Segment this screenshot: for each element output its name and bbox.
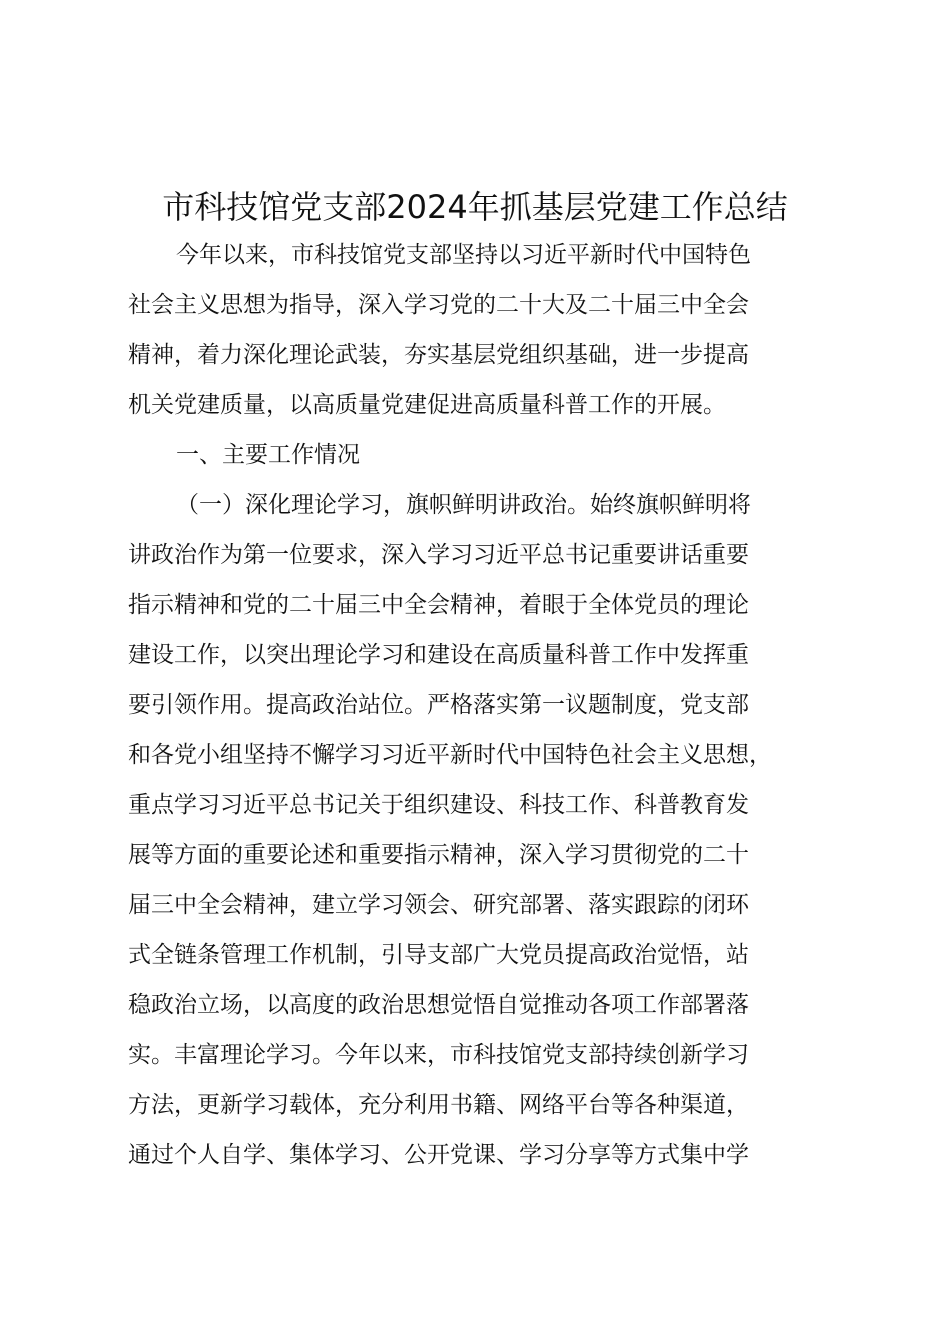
paragraph-line: 精神，着力深化理论武装，夯实基层党组织基础，进一步提高 [128, 342, 749, 368]
paragraph-line: 展等方面的重要论述和重要指示精神，深入学习贯彻党的二十 [128, 842, 749, 868]
section-heading: 一、主要工作情况 [176, 442, 360, 468]
paragraph-line: 重点学习习近平总书记关于组织建设、科技工作、科普教育发 [128, 792, 749, 818]
paragraph-line: 要引领作用。提高政治站位。严格落实第一议题制度，党支部 [128, 692, 749, 718]
paragraph-line: （一）深化理论学习，旗帜鲜明讲政治。始终旗帜鲜明将 [176, 492, 751, 518]
paragraph-line: 式全链条管理工作机制，引导支部广大党员提高政治觉悟，站 [128, 942, 749, 968]
document-title: 市科技馆党支部2024年抓基层党建工作总结 [162, 188, 788, 226]
paragraph-line: 社会主义思想为指导，深入学习党的二十大及二十届三中全会 [128, 292, 749, 318]
paragraph-line: 指示精神和党的二十届三中全会精神，着眼于全体党员的理论 [128, 592, 749, 618]
paragraph-line: 届三中全会精神，建立学习领会、研究部署、落实跟踪的闭环 [128, 892, 749, 918]
paragraph-line: 方法，更新学习载体，充分利用书籍、网络平台等各种渠道， [128, 1092, 749, 1118]
paragraph-line: 建设工作，以突出理论学习和建设在高质量科普工作中发挥重 [128, 642, 749, 668]
paragraph-line: 讲政治作为第一位要求，深入学习习近平总书记重要讲话重要 [128, 542, 749, 568]
paragraph-line: 今年以来，市科技馆党支部坚持以习近平新时代中国特色 [176, 242, 751, 268]
paragraph-line: 机关党建质量，以高质量党建促进高质量科普工作的开展。 [128, 392, 726, 418]
paragraph-line: 通过个人自学、集体学习、公开党课、学习分享等方式集中学 [128, 1142, 749, 1168]
paragraph-line: 稳政治立场，以高度的政治思想觉悟自觉推动各项工作部署落 [128, 992, 749, 1018]
paragraph-line: 实。丰富理论学习。今年以来，市科技馆党支部持续创新学习 [128, 1042, 749, 1068]
paragraph-line: 和各党小组坚持不懈学习习近平新时代中国特色社会主义思想， [128, 742, 772, 768]
